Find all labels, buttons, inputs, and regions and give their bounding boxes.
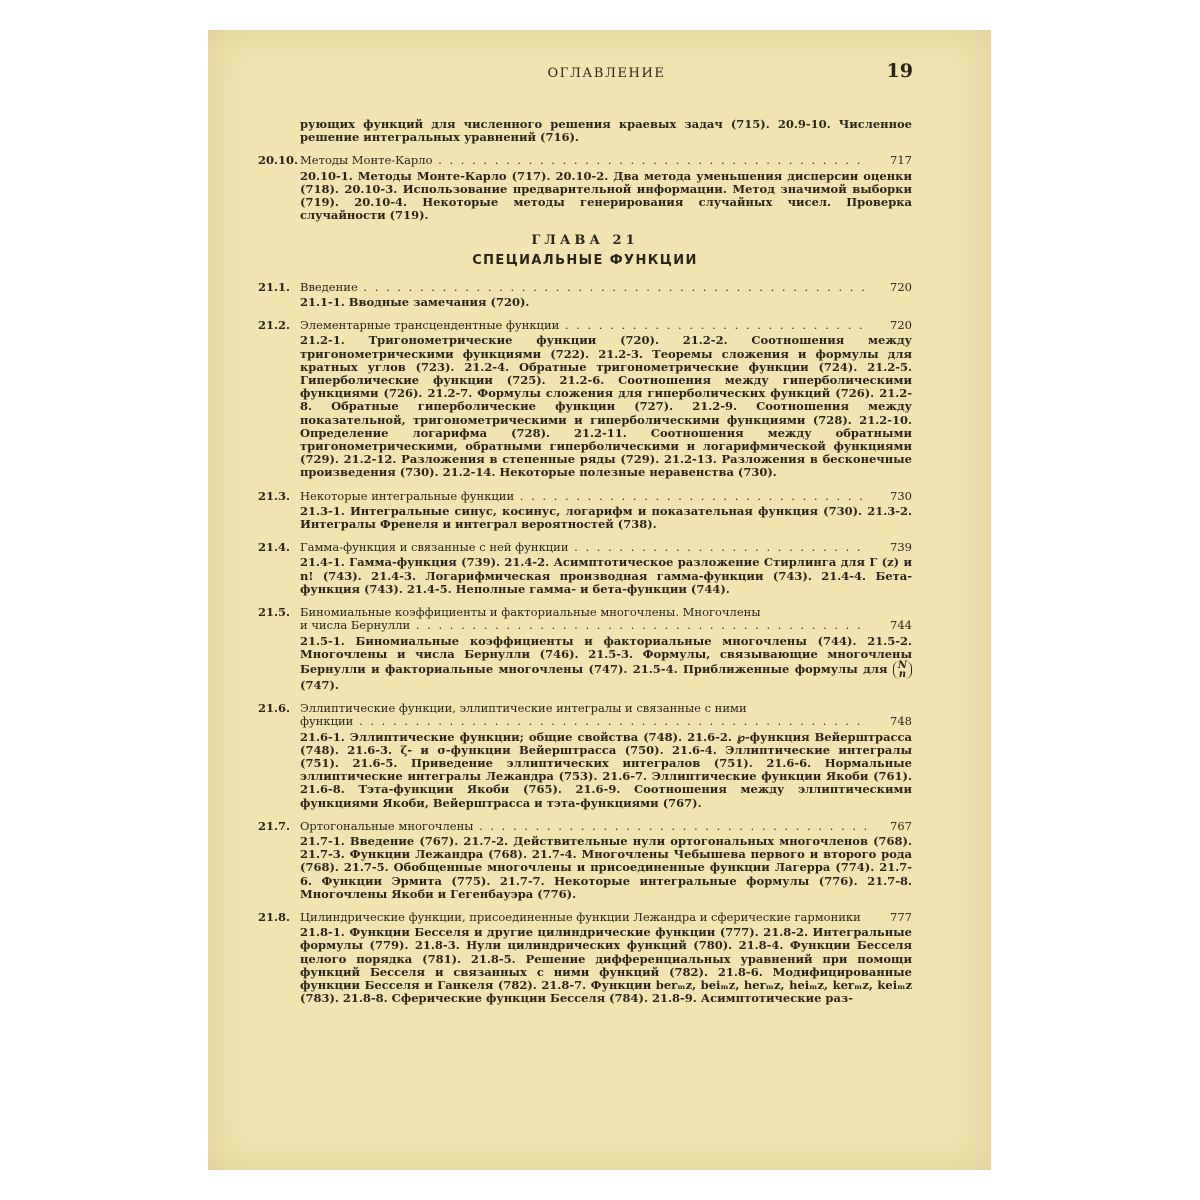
section-page: 767	[890, 819, 912, 833]
section-subentries: 21.4-1. Гамма-функция (739). 21.4-2. Асимптотическое разложение Стирлинга для Г (z) и n! (743). 21.4-3. Логарифмическая производная гамма-функции (743). 21.4-4. Бета-функция (743). 21.4-5. Неполные гамма- и бета-функции (744).	[300, 555, 912, 596]
toc-entries	[258, 118, 912, 1015]
toc-entry-heading	[258, 490, 912, 503]
section-title: Методы Монте-Карло . . .	[300, 154, 866, 167]
section-number: 21.6.	[258, 702, 291, 716]
toc-entry-heading	[258, 702, 912, 728]
toc-entry-21-4	[258, 541, 912, 596]
toc-entry-heading	[258, 319, 912, 332]
section-subentries-text: 21.5-1. Биномиальные коэффициенты и факториальные многочлены (744). 21.5-2. Многочлены и числа Бернулли (746). 21.5-3. Формулы, связывающие многочлены Бернулли и факториальные многочлены (747). 21.5-4. Приближенные формулы для	[300, 633, 912, 676]
section-subentries: 20.10-1. Методы Монте-Карло (717). 20.10-2. Два метода уменьшения дисперсии оценки (718). 20.10-3. Использование предварительной информации. Метод значимой выборки (719). 20.10-4. Некоторые методы генерирования случайных чисел. Проверка случайности (719).	[300, 168, 912, 223]
section-subentries-tail: (747).	[300, 677, 339, 692]
section-number: 21.8.	[258, 910, 291, 924]
toc-entry-heading	[258, 820, 912, 833]
chapter-heading	[258, 234, 912, 266]
section-page: 739	[890, 541, 912, 555]
section-subentries: 21.8-1. Функции Бесселя и другие цилиндрические функции (777). 21.8-2. Интегральные формулы (779). 21.8-3. Нули цилиндрических функций (780). 21.8-4. Функции Бесселя целого порядка (781). 21.8-5. Решение дифференциальных уравнений при помощи функций Бесселя и связанных с ними функций (782). 21.8-6. Модифицированные функции Бесселя и Ганкеля (782). 21.8-7. Функции berₘz, beiₘz, herₘz, heiₘz, kerₘz, keiₘz (783). 21.8-8. Сферические функции Бесселя (784). 21.8-9. Асимптотические раз-	[300, 925, 912, 1006]
toc-entry-21-2	[258, 319, 912, 479]
toc-entry-heading	[258, 911, 912, 924]
chapter-label: ГЛАВА 21	[531, 233, 639, 249]
toc-entry-heading	[258, 154, 912, 167]
toc-entry-heading	[258, 606, 912, 632]
running-head	[300, 60, 913, 90]
binomial-top: N	[897, 659, 907, 671]
section-number: 21.1.	[258, 280, 291, 294]
toc-entry-20-10	[258, 154, 912, 222]
section-number: 20.10.	[258, 154, 299, 168]
toc-entry-21-6	[258, 702, 912, 810]
section-title: Гамма-функция и связанные с ней функции . . .	[300, 541, 866, 554]
toc-entry-heading	[258, 281, 912, 294]
running-title: ОГЛАВЛЕНИЕ	[547, 66, 666, 81]
binomial-coefficient	[893, 661, 912, 679]
toc-entry-heading	[258, 541, 912, 554]
section-page: 730	[890, 489, 912, 503]
section-title: функции . . .	[300, 715, 866, 728]
section-title-first-line: Цилиндрические функции, присоединенные функции Лежандра и сферические гармоники	[300, 910, 861, 924]
section-title: и числа Бернулли . . .	[300, 619, 866, 632]
section-subentries: 21.6-1. Эллиптические функции; общие свойства (748). 21.6-2. ℘-функция Вейерштрасса (748). 21.6-3. ζ- и σ-функции Вейерштрасса (750). 21.6-4. Эллиптические интегралы (751). 21.6-5. Приведение эллиптических интегралов (751). 21.6-6. Нормальные эллиптические интегралы Лежандра (753). 21.6-7. Эллиптические функции Якоби (761). 21.6-8. Тэта-функции Якоби (765). 21.6-9. Соотношения между эллиптическими функциями Якоби, Вейерштрасса и тэта-функциями (767).	[300, 729, 912, 810]
toc-entry-21-8	[258, 911, 912, 1005]
toc-entry-21-3	[258, 490, 912, 532]
toc-entry-21-5	[258, 606, 912, 692]
section-page: 777	[890, 910, 912, 924]
section-title: Ортогональные многочлены . . .	[300, 820, 866, 833]
section-title-first-line: Эллиптические функции, эллиптические интегралы и связанные с ними	[300, 702, 747, 716]
section-number: 21.4.	[258, 541, 291, 555]
section-page: 748	[890, 714, 912, 729]
page-number: 19	[886, 60, 913, 82]
toc-entry-21-7	[258, 820, 912, 901]
section-number: 21.5.	[258, 606, 291, 620]
section-subentries: 21.7-1. Введение (767). 21.7-2. Действительные нули ортогональных многочленов (768). 21.7-3. Функции Лежандра (768). 21.7-4. Многочлены Чебышева первого и второго рода (768). 21.7-5. Обобщенные многочлены и присоединенные функции Лагерра (774). 21.7-6. Функции Эрмита (775). 21.7-7. Некоторые интегральные формулы (776). 21.7-8. Многочлены Якоби и Гегенбауэра (776).	[300, 833, 912, 901]
section-subentries: 21.3-1. Интегральные синус, косинус, логарифм и показательная функция (730). 21.3-2. Интегралы Френеля и интеграл вероятностей (738).	[300, 503, 912, 532]
section-number: 21.2.	[258, 319, 291, 333]
section-title: Введение . . .	[300, 281, 866, 294]
toc-entry-21-1	[258, 281, 912, 309]
binomial-bottom: n	[898, 668, 907, 680]
section-title-first-line: Биномиальные коэффициенты и факториальные многочлены. Многочлены	[300, 606, 761, 620]
section-title: Некоторые интегральные функции . . .	[300, 490, 866, 503]
section-subentries: 21.2-1. Тригонометрические функции (720). 21.2-2. Соотношения между тригонометрическими функциями (722). 21.2-3. Теоремы сложения и формулы для кратных углов (723). 21.2-4. Обратные тригонометрические функции (724). 21.2-5. Гиперболические функции (725). 21.2-6. Соотношения между гиперболическими функциями (726). 21.2-7. Формулы сложения для гиперболических функций (726). 21.2-8. Обратные гиперболические функции (727). 21.2-9. Соотношения между показательной, тригонометрическими и гиперболическими функциями (728). 21.2-10. Определение логарифма (728). 21.2-11. Соотношения между обратными тригонометрическими, обратными гиперболическими и логарифмической функциями (729). 21.2-12. Разложения в степенные ряды (729). 21.2-13. Разложения в бесконечные произведения (730). 21.2-14. Некоторые полезные неравенства (730).	[300, 333, 912, 480]
section-subentries	[258, 635, 912, 693]
section-number: 21.3.	[258, 489, 291, 503]
chapter-title: СПЕЦИАЛЬНЫЕ ФУНКЦИИ	[472, 252, 698, 268]
section-page: 720	[890, 319, 912, 333]
section-number: 21.7.	[258, 819, 291, 833]
section-page: 717	[890, 154, 912, 168]
section-page: 720	[890, 280, 912, 294]
section-page: 744	[890, 618, 912, 633]
section-subentries: 21.1-1. Вводные замечания (720).	[300, 295, 530, 310]
section-title: Элементарные трансцендентные функции . . .	[300, 319, 866, 332]
book-page	[208, 30, 991, 1170]
continuation-text: рующих функций для численного решения краевых задач (715). 20.9-10. Численное решение интегральных уравнений (716).	[300, 117, 912, 145]
